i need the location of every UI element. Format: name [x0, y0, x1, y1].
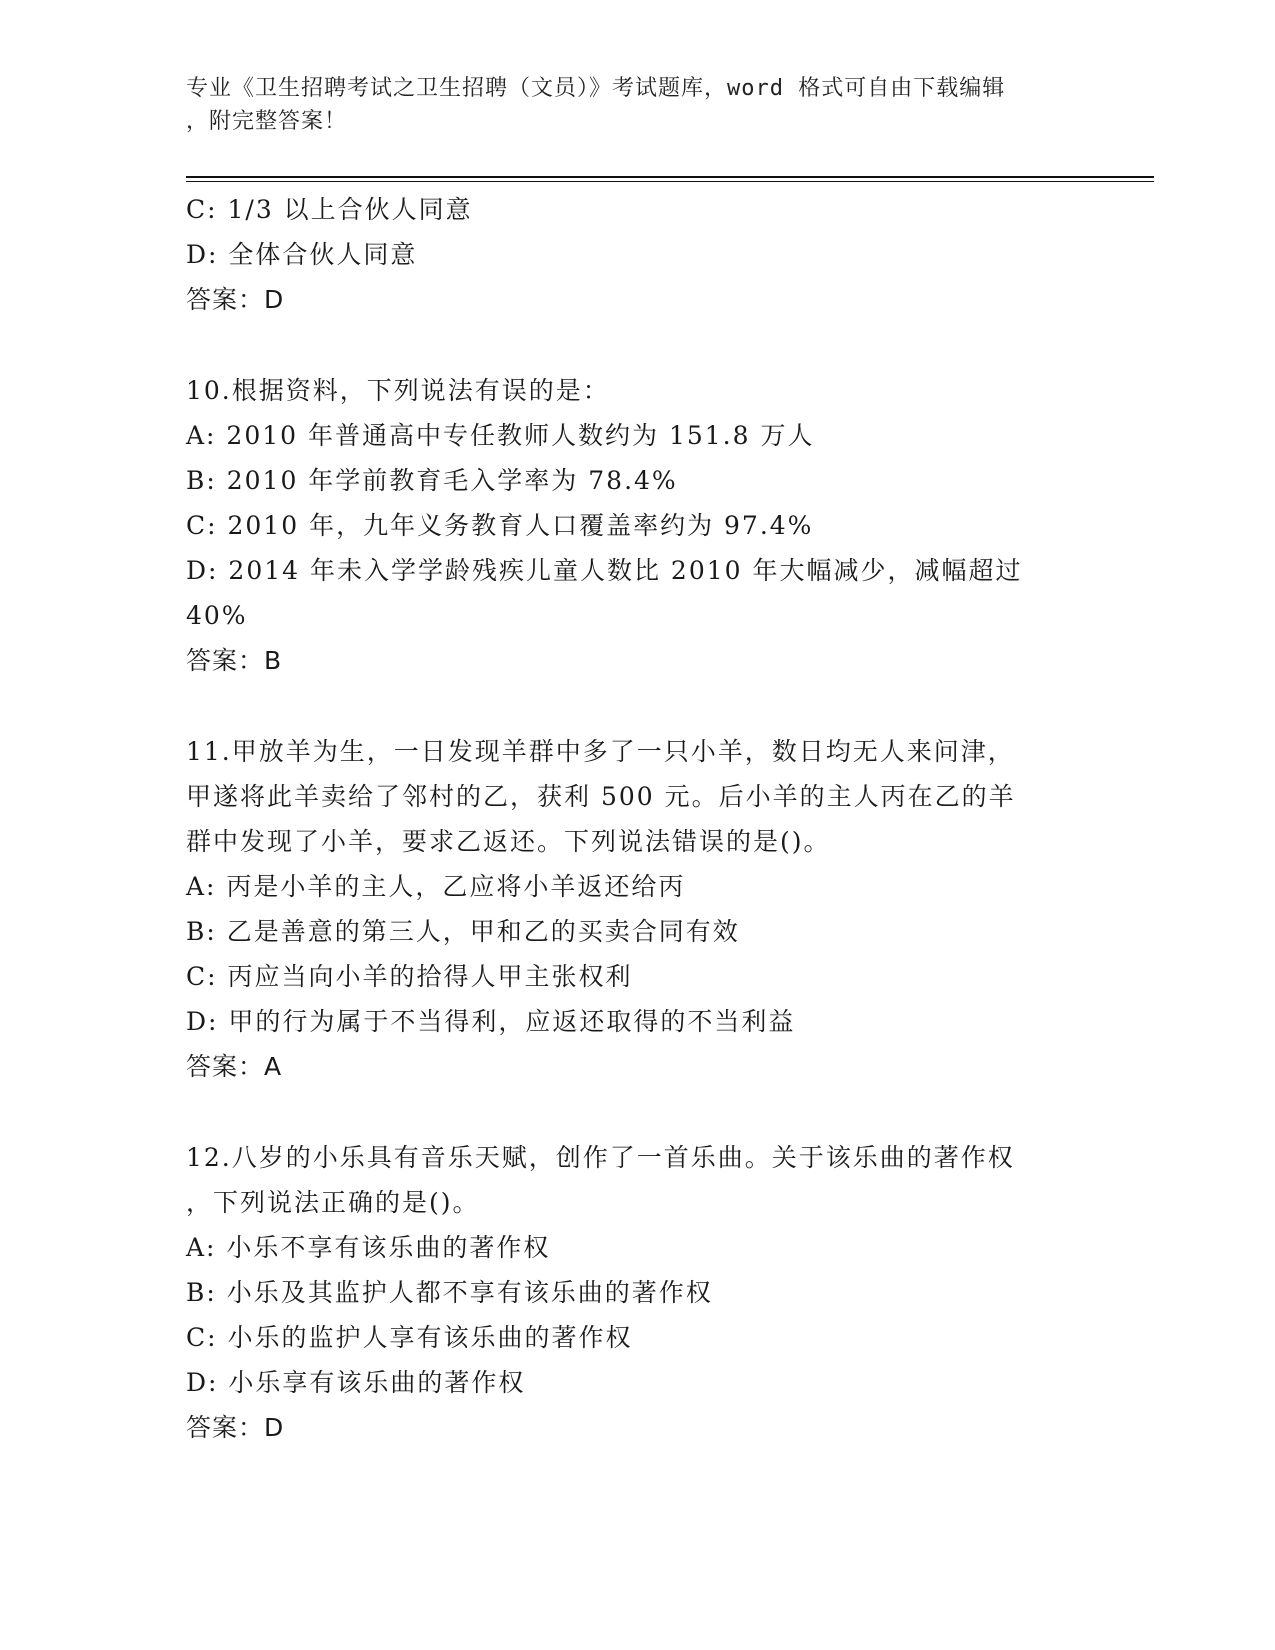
question-stem-line: 12.八岁的小乐具有音乐天赋，创作了一首乐曲。关于该乐曲的著作权 — [186, 1143, 1015, 1172]
option-line: 40% — [186, 601, 248, 630]
header-line-1: 专业《卫生招聘考试之卫生招聘（文员）》考试题库，word 格式可自由下载编辑 — [186, 76, 1006, 101]
header-rule-thick — [186, 176, 1154, 178]
question-content — [186, 187, 1066, 1450]
option-line: D: 全体合伙人同意 — [186, 240, 418, 269]
spacer — [186, 322, 1066, 368]
option-line: D: 2014 年未入学学龄残疾儿童人数比 2010 年大幅减少，减幅超过 — [186, 556, 1023, 585]
question-stem-line: 11.甲放羊为生，一日发现羊群中多了一只小羊，数日均无人来问津， — [186, 737, 1015, 766]
option-line: A: 2010 年普通高中专任教师人数约为 151.8 万人 — [186, 421, 815, 450]
option-line: C: 丙应当向小羊的拾得人甲主张权利 — [186, 962, 633, 991]
option-line: C: 1/3 以上合伙人同意 — [186, 195, 473, 224]
question-stem-line: ，下列说法正确的是()。 — [186, 1188, 480, 1217]
question-stem-line: 10.根据资料，下列说法有误的是： — [186, 376, 610, 405]
answer-line: 答案：D — [186, 1413, 285, 1442]
option-line: C: 2010 年，九年义务教育人口覆盖率约为 97.4% — [186, 511, 814, 540]
option-line: B: 2010 年学前教育毛入学率为 78.4% — [186, 466, 678, 495]
question-stem-line: 群中发现了小羊，要求乙返还。下列说法错误的是()。 — [186, 827, 831, 856]
spacer — [186, 1089, 1066, 1135]
answer-line: 答案：B — [186, 646, 283, 675]
option-line: D: 甲的行为属于不当得利，应返还取得的不当利益 — [186, 1007, 796, 1036]
option-line: A: 小乐不享有该乐曲的著作权 — [186, 1233, 551, 1262]
question-12 — [186, 1135, 1066, 1450]
answer-line: 答案：A — [186, 1052, 283, 1081]
question-9-continued — [186, 187, 1066, 322]
option-line: D: 小乐享有该乐曲的著作权 — [186, 1368, 526, 1397]
spacer — [186, 683, 1066, 729]
option-line: C: 小乐的监护人享有该乐曲的著作权 — [186, 1323, 633, 1352]
question-11 — [186, 729, 1066, 1089]
option-line: B: 乙是善意的第三人，甲和乙的买卖合同有效 — [186, 917, 740, 946]
option-line: A: 丙是小羊的主人，乙应将小羊返还给丙 — [186, 872, 686, 901]
answer-line: 答案：D — [186, 285, 285, 314]
option-line: B: 小乐及其监护人都不享有该乐曲的著作权 — [186, 1278, 713, 1307]
header-rule-thin — [186, 181, 1154, 182]
question-10 — [186, 368, 1066, 683]
question-stem-line: 甲遂将此羊卖给了邻村的乙，获利 500 元。后小羊的主人丙在乙的羊 — [186, 782, 1016, 811]
header-line-2: ，附完整答案！ — [186, 109, 348, 134]
page-header — [186, 72, 1066, 138]
